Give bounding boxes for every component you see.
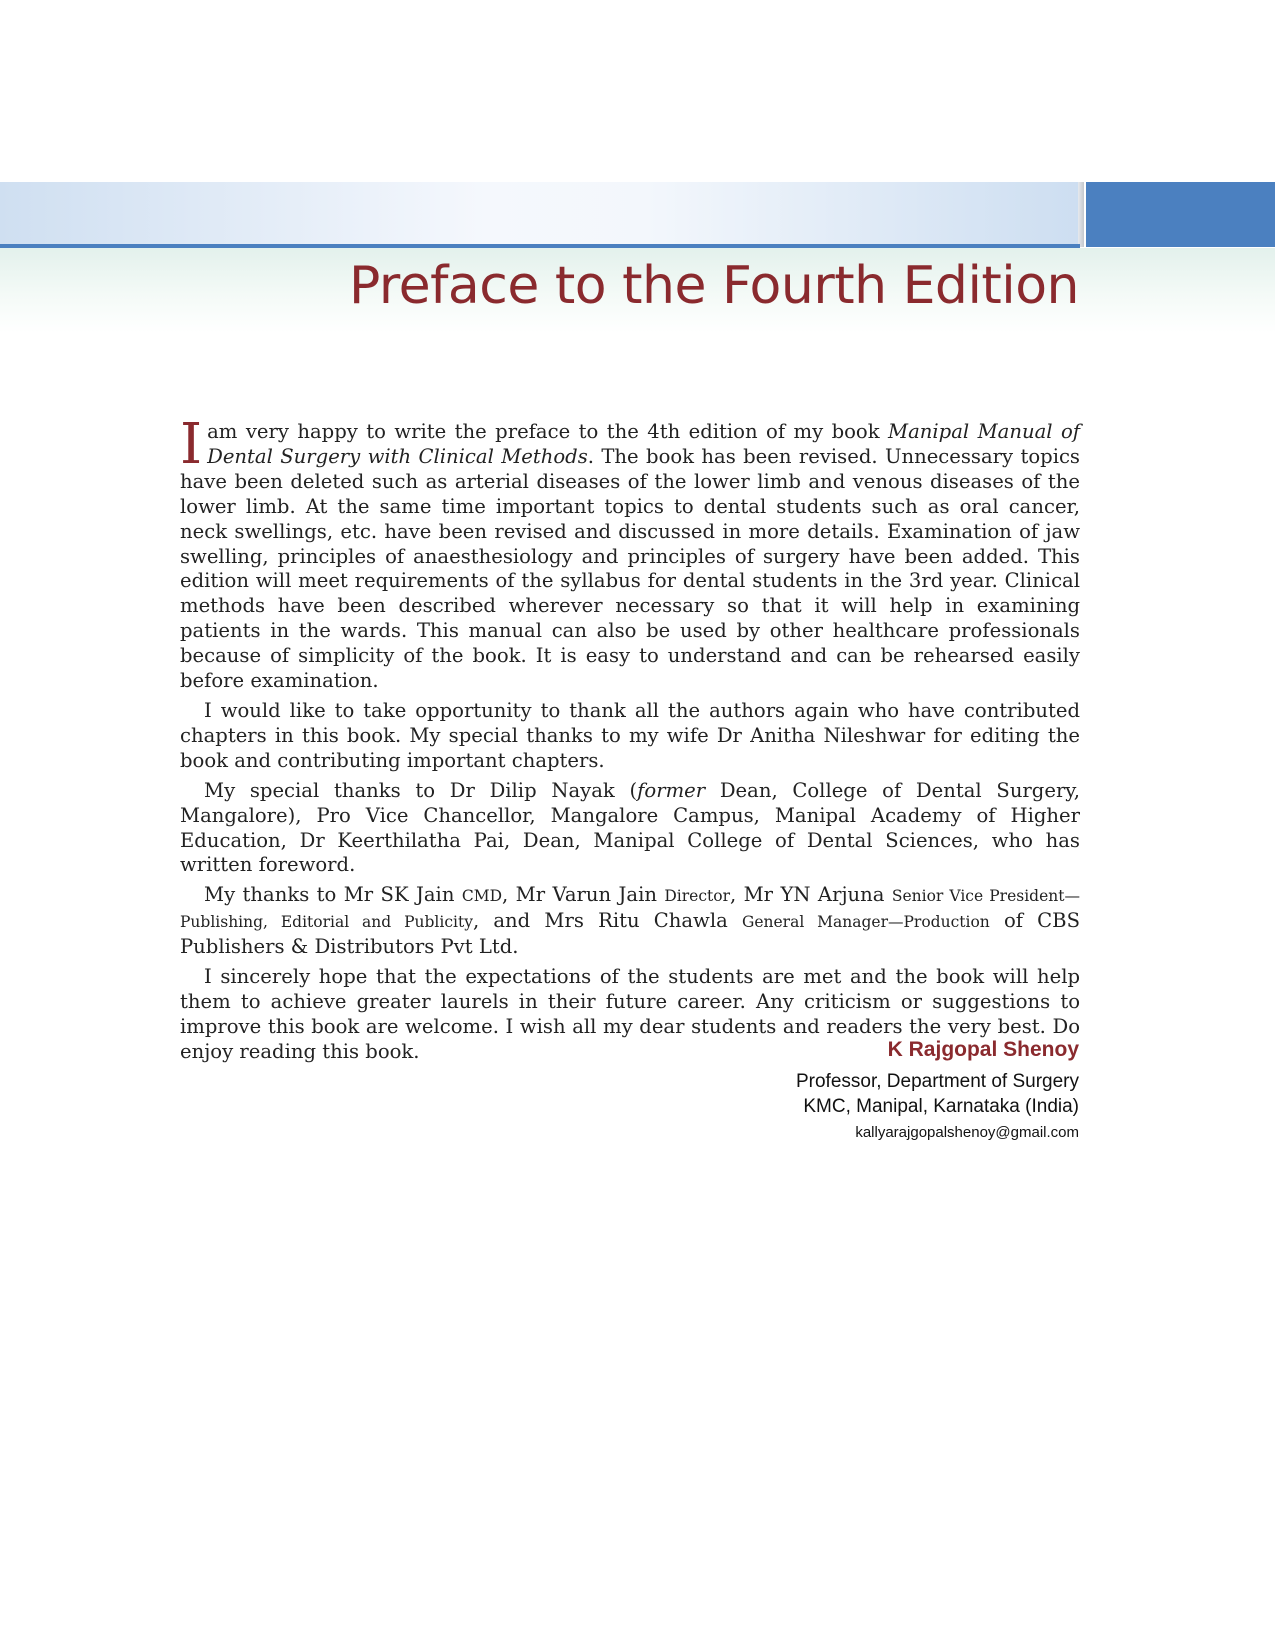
- author-position: Professor, Department of Surgery: [795, 1071, 1079, 1092]
- former-label: former: [637, 778, 706, 802]
- preface-body: [180, 412, 1080, 1070]
- role-cmd: CMD: [461, 887, 503, 906]
- paragraph-5: I sincerely hope that the expectations of the students are met and the book will help them to achieve greater laurels in their future career. Any criticism or suggestions to improve this book are welcome. I wish all my dear students and readers the very best. Do enjoy reading this book.: [180, 965, 1080, 1063]
- author-affiliation: KMC, Manipal, Karnataka (India): [803, 1096, 1079, 1117]
- paragraph-4-t2: , Mr Varun Jain: [502, 883, 665, 907]
- paragraph-4: [180, 883, 1080, 960]
- role-gm: General Manager—Production: [741, 913, 990, 932]
- author-name: K Rajgopal Shenoy: [887, 1038, 1079, 1061]
- header-accent-block: [1086, 182, 1275, 247]
- author-email: kallyarajgopalshenoy@gmail.com: [855, 1124, 1079, 1141]
- paragraph-1-text-b: . The book has been revised. Unnecessary topics have been deleted such as arterial diseases of the lower limb and venous diseases of the lower limb. At the same time important topics to dental students such as oral cancer, neck swellings, etc. have been revised and discussed in more details. Examination of jaw swelling, principles of anaesthesiology and principles of surgery have been added. This edition will meet requirements of the syllabus for dental students in the 3rd year. Clinical methods have been described wherever necessary so that it will help in examining patients in the wards. This manual can also be used by other healthcare professionals because of simplicity of the book. It is easy to understand and can be rehearsed easily before examination.: [180, 444, 1080, 693]
- paragraph-4-t3: , Mr YN Arjuna: [729, 883, 892, 907]
- paragraph-3-text-a: My special thanks to Dr Dilip Nayak (: [204, 778, 638, 802]
- paragraph-4-t5: of CBS Publishers & Distributors Pvt Ltd.: [180, 909, 1080, 959]
- paragraph-1-text-a: am very happy to write the preface to the 4th edition of my book: [207, 420, 889, 443]
- paragraph-4-t4: , and Mrs Ritu Chawla: [472, 909, 742, 933]
- book-title: Manipal Manual of Dental Surgery with Clinical Methods: [207, 420, 1080, 468]
- role-svp: Senior Vice President—Publishing, Editorial and Publicity: [180, 887, 1080, 932]
- paragraph-1: [180, 412, 1080, 694]
- role-director: Director: [664, 887, 730, 906]
- page-title: Preface to the Fourth Edition: [348, 256, 1079, 316]
- header-separator: [1078, 182, 1084, 247]
- paragraph-2: I would like to take opportunity to thank all the authors again who have contributed chapters in this book. My special thanks to my wife Dr Anitha Nileshwar for editing the book and contributing important chapters.: [180, 698, 1080, 772]
- header-gradient-band: [0, 182, 1080, 247]
- paragraph-3: [180, 779, 1080, 879]
- drop-cap: I: [180, 412, 203, 477]
- paragraph-4-t1: My thanks to Mr SK Jain: [204, 883, 462, 907]
- paragraph-3-text-b: Dean, College of Dental Surgery, Mangalore), Pro Vice Chancellor, Mangalore Campus, Manipal Academy of Higher Education, Dr Keerthilatha Pai, Dean, Manipal College of Dental Sciences, who has written foreword.: [180, 778, 1080, 877]
- signature-block: [796, 1036, 1079, 1145]
